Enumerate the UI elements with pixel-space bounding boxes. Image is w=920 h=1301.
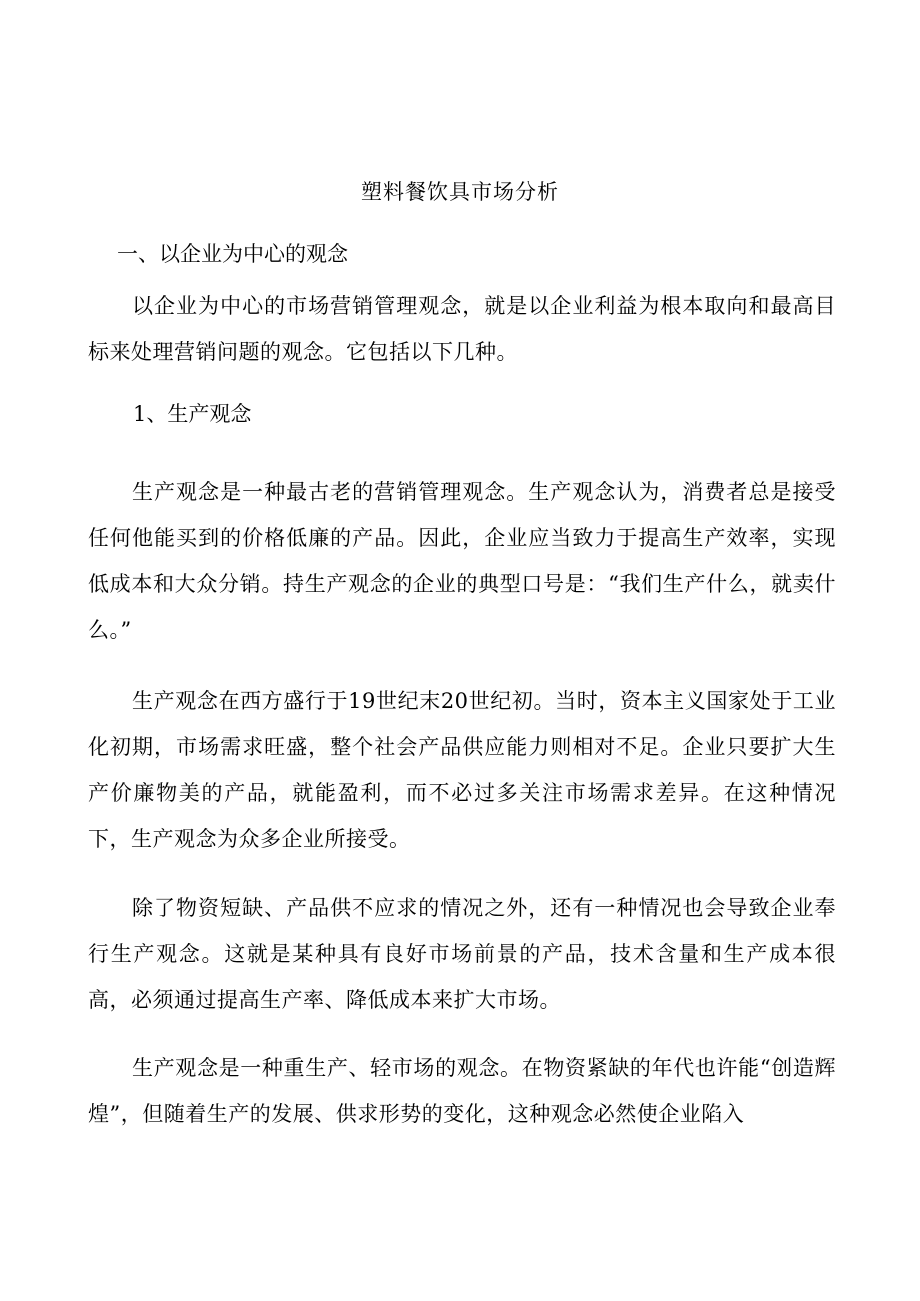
body-paragraph: 生产观念是一种重生产、轻市场的观念。在物资紧缺的年代也许能“创造辉煌”，但随着生产的发展、供求形势的变化，这种观念必然使企业陷入 [88, 1056, 836, 1126]
body-paragraph: 除了物资短缺、产品供不应求的情况之外，还有一种情况也会导致企业奉行生产观念。这就是某种具有良好市场前景的产品，技术含量和生产成本很高，必须通过提高生产率、降低成本来扩大市场。 [88, 896, 836, 1012]
body-paragraph: 生产观念在西方盛行于19世纪末20世纪初。当时，资本主义国家处于工业化初期，市场需求旺盛，整个社会产品供应能力则相对不足。企业只要扩大生产价廉物美的产品，就能盈利，而不必过多关注市场需求差异。在这种情况下，生产观念为众多企业所接受。 [88, 689, 836, 851]
intro-paragraph: 以企业为中心的市场营销管理观念，就是以企业利益为根本取向和最高目标来处理营销问题的观念。它包括以下几种。 [88, 294, 836, 364]
body-paragraph: 生产观念是一种最古老的营销管理观念。生产观念认为，消费者总是接受任何他能买到的价格低廉的产品。因此，企业应当致力于提高生产效率，实现低成本和大众分销。持生产观念的企业的典型口号是：“我们生产什么，就卖什么。” [88, 480, 836, 642]
subsection-heading: 1、生产观念 [133, 402, 252, 426]
document-title: 塑料餐饮具市场分析 [361, 180, 559, 204]
section-heading: 一、以企业为中心的观念 [117, 242, 348, 266]
